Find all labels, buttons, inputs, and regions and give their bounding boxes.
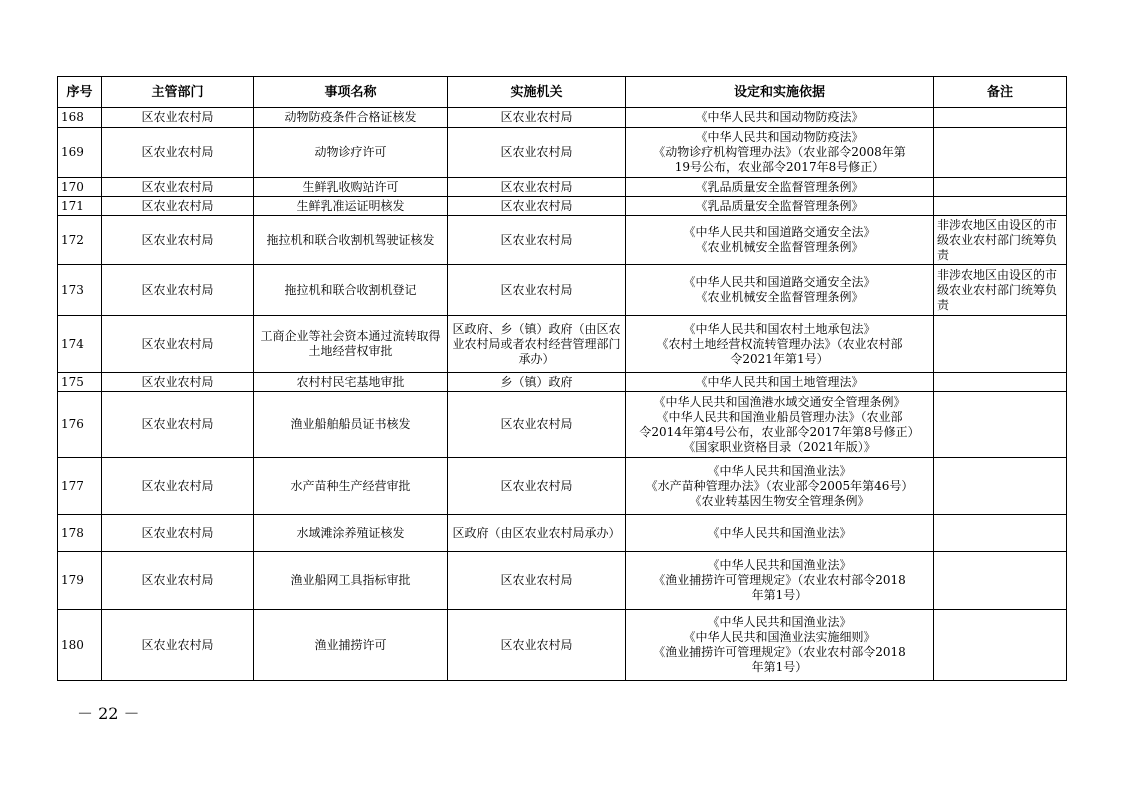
cell-item: 水产苗种生产经营审批 <box>254 458 448 515</box>
header-item: 事项名称 <box>254 77 448 108</box>
cell-org: 区政府（由区农业农村局承办） <box>448 515 626 552</box>
cell-basis <box>626 458 934 515</box>
cell-remark <box>934 458 1067 515</box>
cell-basis <box>626 515 934 552</box>
cell-dept: 区农业农村局 <box>102 392 254 458</box>
cell-dept: 区农业农村局 <box>102 515 254 552</box>
header-no: 序号 <box>58 77 102 108</box>
cell-basis <box>626 316 934 373</box>
cell-dept: 区农业农村局 <box>102 197 254 216</box>
cell-no: 169 <box>58 128 102 178</box>
basis-line: 《农业转基因生物安全管理条例》 <box>689 493 870 508</box>
cell-no: 175 <box>58 373 102 392</box>
cell-dept: 区农业农村局 <box>102 373 254 392</box>
cell-org: 区农业农村局 <box>448 265 626 316</box>
basis-line: 《国家职业资格目录（2021年版）》 <box>683 439 876 454</box>
cell-dept: 区农业农村局 <box>102 128 254 178</box>
header-remark: 备注 <box>934 77 1067 108</box>
cell-remark: 非涉农地区由设区的市级农业农村部门统筹负责 <box>934 265 1067 316</box>
header-basis: 设定和实施依据 <box>626 77 934 108</box>
basis-line: 《中华人民共和国土地管理法》 <box>695 374 864 389</box>
cell-basis <box>626 216 934 265</box>
basis-line: 《中华人民共和国农村土地承包法》 <box>683 321 876 336</box>
cell-org: 区政府、乡（镇）政府（由区农业农村局或者农村经营管理部门承办） <box>448 316 626 373</box>
cell-dept: 区农业农村局 <box>102 552 254 610</box>
cell-basis <box>626 373 934 392</box>
basis-line: 《中华人民共和国渔业法》 <box>707 558 852 572</box>
cell-basis <box>626 128 934 178</box>
cell-item: 渔业捕捞许可 <box>254 610 448 681</box>
basis-line: 《渔业捕捞许可管理规定》（农业农村部令2018 <box>653 573 906 587</box>
table-row <box>58 373 1067 392</box>
cell-remark <box>934 316 1067 373</box>
basis-line: 《动物诊疗机构管理办法》（农业部令2008年第 <box>653 145 906 159</box>
table-row <box>58 392 1067 458</box>
basis-line: 令2014年第4号公布，农业部令2017年第8号修正） <box>639 424 920 439</box>
cell-org: 区农业农村局 <box>448 128 626 178</box>
basis-line: 年第1号） <box>751 660 808 674</box>
basis-line: 《农业机械安全监督管理条例》 <box>695 240 864 254</box>
regulation-table <box>57 76 1067 681</box>
basis-line: 19号公布，农业部令2017年8号修正） <box>674 160 885 174</box>
cell-remark <box>934 392 1067 458</box>
basis-line: 《中华人民共和国渔业法》 <box>707 463 852 478</box>
cell-no: 170 <box>58 178 102 197</box>
table-row <box>58 515 1067 552</box>
cell-dept: 区农业农村局 <box>102 610 254 681</box>
cell-item: 拖拉机和联合收割机登记 <box>254 265 448 316</box>
cell-org: 乡（镇）政府 <box>448 373 626 392</box>
basis-line: 《中华人民共和国道路交通安全法》 <box>683 275 876 289</box>
cell-remark <box>934 178 1067 197</box>
basis-line: 《中华人民共和国动物防疫法》 <box>695 110 864 124</box>
cell-item: 水域滩涂养殖证核发 <box>254 515 448 552</box>
cell-org: 区农业农村局 <box>448 458 626 515</box>
table-row <box>58 128 1067 178</box>
cell-no: 180 <box>58 610 102 681</box>
cell-item: 生鲜乳准运证明核发 <box>254 197 448 216</box>
cell-no: 173 <box>58 265 102 316</box>
cell-dept: 区农业农村局 <box>102 265 254 316</box>
cell-item: 农村村民宅基地审批 <box>254 373 448 392</box>
cell-basis <box>626 197 934 216</box>
cell-item: 拖拉机和联合收割机驾驶证核发 <box>254 216 448 265</box>
table-row <box>58 216 1067 265</box>
basis-line: 《中华人民共和国渔业法》 <box>707 525 852 540</box>
cell-no: 174 <box>58 316 102 373</box>
cell-no: 179 <box>58 552 102 610</box>
basis-line: 《中华人民共和国渔业法》 <box>707 615 852 629</box>
cell-basis <box>626 265 934 316</box>
basis-line: 《水产苗种管理办法》（农业部令2005年第46号） <box>645 478 914 493</box>
cell-dept: 区农业农村局 <box>102 216 254 265</box>
cell-no: 177 <box>58 458 102 515</box>
basis-line: 《中华人民共和国渔港水域交通安全管理条例》 <box>653 394 906 409</box>
cell-no: 171 <box>58 197 102 216</box>
basis-line: 《中华人民共和国渔业船员管理办法》（农业部 <box>656 409 903 424</box>
cell-remark <box>934 128 1067 178</box>
cell-dept: 区农业农村局 <box>102 178 254 197</box>
basis-line: 《乳品质量安全监督管理条例》 <box>695 198 864 213</box>
cell-dept: 区农业农村局 <box>102 316 254 373</box>
cell-no: 176 <box>58 392 102 458</box>
header-org: 实施机关 <box>448 77 626 108</box>
table-row <box>58 197 1067 216</box>
cell-item: 渔业船网工具指标审批 <box>254 552 448 610</box>
cell-org: 区农业农村局 <box>448 178 626 197</box>
basis-line: 《中华人民共和国渔业法实施细则》 <box>683 630 876 644</box>
cell-remark: 非涉农地区由设区的市级农业农村部门统筹负责 <box>934 216 1067 265</box>
table-row <box>58 108 1067 128</box>
cell-remark <box>934 373 1067 392</box>
cell-item: 工商企业等社会资本通过流转取得土地经营权审批 <box>254 316 448 373</box>
page-number: － 22 － <box>77 704 140 723</box>
cell-org: 区农业农村局 <box>448 610 626 681</box>
cell-basis <box>626 178 934 197</box>
basis-line: 《中华人民共和国动物防疫法》 <box>695 130 864 144</box>
cell-remark <box>934 108 1067 128</box>
basis-line: 《乳品质量安全监督管理条例》 <box>695 179 864 194</box>
cell-org: 区农业农村局 <box>448 392 626 458</box>
basis-line: 令2021年第1号） <box>730 351 829 366</box>
header-row <box>58 77 1067 108</box>
cell-org: 区农业农村局 <box>448 552 626 610</box>
table-row <box>58 265 1067 316</box>
cell-remark <box>934 610 1067 681</box>
basis-line: 《渔业捕捞许可管理规定》（农业农村部令2018 <box>653 645 906 659</box>
cell-item: 生鲜乳收购站许可 <box>254 178 448 197</box>
header-dept: 主管部门 <box>102 77 254 108</box>
cell-no: 168 <box>58 108 102 128</box>
basis-line: 《农业机械安全监督管理条例》 <box>695 290 864 304</box>
cell-dept: 区农业农村局 <box>102 458 254 515</box>
cell-basis <box>626 108 934 128</box>
cell-org: 区农业农村局 <box>448 108 626 128</box>
cell-no: 172 <box>58 216 102 265</box>
basis-line: 《农村土地经营权流转管理办法》（农业农村部 <box>656 336 903 351</box>
table-row <box>58 458 1067 515</box>
basis-line: 年第1号） <box>751 588 808 602</box>
table-row <box>58 552 1067 610</box>
cell-basis <box>626 552 934 610</box>
cell-no: 178 <box>58 515 102 552</box>
cell-basis <box>626 392 934 458</box>
basis-line: 《中华人民共和国道路交通安全法》 <box>683 225 876 239</box>
cell-item: 动物防疫条件合格证核发 <box>254 108 448 128</box>
table-row <box>58 178 1067 197</box>
cell-basis <box>626 610 934 681</box>
table-row <box>58 610 1067 681</box>
cell-org: 区农业农村局 <box>448 197 626 216</box>
cell-remark <box>934 552 1067 610</box>
cell-dept: 区农业农村局 <box>102 108 254 128</box>
cell-remark <box>934 197 1067 216</box>
cell-item: 动物诊疗许可 <box>254 128 448 178</box>
table-row <box>58 316 1067 373</box>
cell-item: 渔业船舶船员证书核发 <box>254 392 448 458</box>
cell-org: 区农业农村局 <box>448 216 626 265</box>
cell-remark <box>934 515 1067 552</box>
